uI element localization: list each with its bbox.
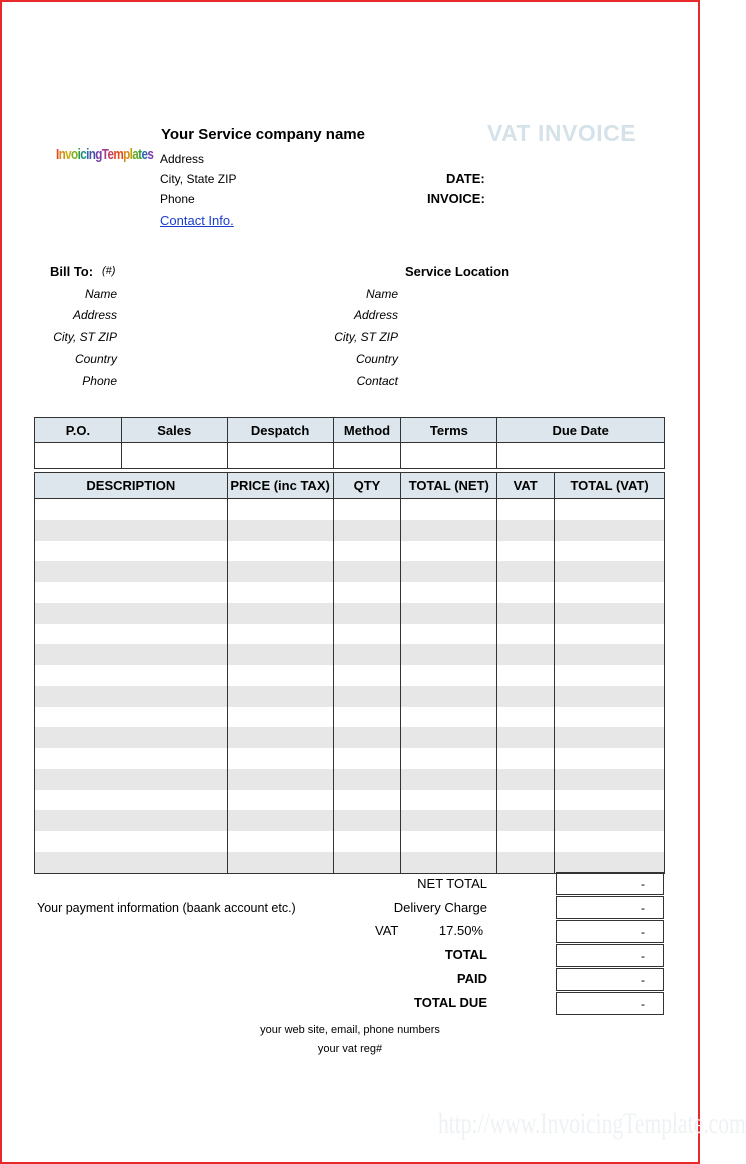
item-cell[interactable]: [401, 769, 497, 790]
item-cell[interactable]: [555, 541, 665, 562]
total-net-header: TOTAL (NET): [401, 473, 497, 499]
table-row: [35, 624, 665, 645]
logo-letter: a: [132, 146, 139, 163]
table-row: [35, 686, 665, 707]
bill-to-name: Name: [84, 287, 117, 301]
logo-letter: n: [88, 146, 96, 163]
bill-to-address: Address: [72, 308, 117, 322]
company-name: Your Service company name: [161, 126, 365, 143]
bill-to-title: Bill To:: [50, 264, 94, 279]
table-row: [35, 769, 665, 790]
table-row: [35, 541, 665, 562]
total-vat-header: TOTAL (VAT): [555, 473, 665, 499]
logo-letter: e: [107, 146, 114, 163]
item-cell[interactable]: [35, 790, 228, 811]
item-cell[interactable]: [35, 561, 228, 582]
item-cell[interactable]: [401, 852, 497, 873]
item-cell[interactable]: [227, 541, 333, 562]
item-cell[interactable]: [401, 665, 497, 686]
company-address: Address: [160, 152, 205, 166]
item-cell[interactable]: [497, 852, 555, 873]
item-cell[interactable]: [555, 727, 665, 748]
item-cell[interactable]: [35, 541, 228, 562]
service-city: City, ST ZIP: [334, 330, 398, 344]
item-cell[interactable]: [35, 520, 228, 541]
net-total-label: NET TOTAL: [417, 876, 487, 891]
item-cell[interactable]: [333, 831, 401, 852]
item-cell[interactable]: [497, 520, 555, 541]
item-cell[interactable]: [333, 665, 401, 686]
due-date-header: Due Date: [497, 418, 665, 443]
service-country: Country: [355, 352, 398, 366]
footer-vat-reg: your vat reg#: [317, 1043, 383, 1055]
item-cell[interactable]: [35, 665, 228, 686]
logo-letter: c: [80, 146, 87, 163]
item-cell[interactable]: [555, 810, 665, 831]
total-due-label: TOTAL DUE: [414, 995, 487, 1010]
item-cell[interactable]: [35, 624, 228, 645]
item-cell[interactable]: [333, 624, 401, 645]
logo-letter: l: [129, 146, 133, 163]
item-cell[interactable]: [497, 582, 555, 603]
footer-contact: your web site, email, phone numbers: [260, 1024, 440, 1036]
description-header: DESCRIPTION: [35, 473, 228, 499]
logo-letter: e: [141, 146, 148, 163]
method-header: Method: [333, 418, 401, 443]
item-cell[interactable]: [497, 810, 555, 831]
logo-letter: o: [71, 146, 78, 163]
item-cell[interactable]: [401, 686, 497, 707]
table-row: [35, 748, 665, 769]
service-location-title: Service Location: [405, 264, 510, 279]
item-cell[interactable]: [35, 831, 228, 852]
item-cell[interactable]: [555, 644, 665, 665]
item-cell[interactable]: [497, 769, 555, 790]
item-cell[interactable]: [333, 561, 401, 582]
item-cell[interactable]: [555, 769, 665, 790]
item-cell[interactable]: [227, 665, 333, 686]
vat-rate: 17.50%: [438, 923, 483, 938]
company-logo: [56, 146, 153, 163]
item-cell[interactable]: [227, 603, 333, 624]
item-cell[interactable]: [497, 561, 555, 582]
sales-header: Sales: [121, 418, 227, 443]
item-cell[interactable]: [35, 499, 228, 520]
item-cell[interactable]: [333, 582, 401, 603]
table-row: [35, 499, 665, 520]
vat-header: VAT: [497, 473, 555, 499]
item-cell[interactable]: [35, 852, 228, 873]
watermark: http://www.InvoicingTemplate.com: [438, 1107, 746, 1140]
total-label: TOTAL: [444, 947, 487, 962]
item-cell[interactable]: [497, 748, 555, 769]
item-cell[interactable]: [401, 831, 497, 852]
item-cell[interactable]: [555, 748, 665, 769]
item-cell[interactable]: [227, 582, 333, 603]
item-cell[interactable]: [227, 790, 333, 811]
item-cell[interactable]: [401, 644, 497, 665]
item-cell[interactable]: [333, 748, 401, 769]
item-cell[interactable]: [227, 707, 333, 728]
item-cell[interactable]: [555, 707, 665, 728]
item-cell[interactable]: [227, 624, 333, 645]
item-cell[interactable]: [333, 727, 401, 748]
bill-to-hash: (#): [102, 265, 116, 277]
item-cell[interactable]: [333, 790, 401, 811]
item-cell[interactable]: [555, 790, 665, 811]
item-cell[interactable]: [497, 624, 555, 645]
item-cell[interactable]: [497, 665, 555, 686]
item-cell[interactable]: [227, 831, 333, 852]
item-cell[interactable]: [401, 810, 497, 831]
due-date-cell[interactable]: [497, 443, 665, 469]
table-row: [35, 810, 665, 831]
item-cell[interactable]: [401, 603, 497, 624]
item-cell[interactable]: [35, 810, 228, 831]
logo-letter: T: [101, 146, 108, 163]
item-cell[interactable]: [227, 644, 333, 665]
paid-value[interactable]: -: [556, 968, 664, 991]
item-cell[interactable]: [555, 603, 665, 624]
item-cell[interactable]: [35, 748, 228, 769]
item-cell[interactable]: [497, 541, 555, 562]
price-header: PRICE (inc TAX): [227, 473, 333, 499]
logo-letter: v: [65, 146, 72, 163]
item-cell[interactable]: [227, 852, 333, 873]
item-cell[interactable]: [401, 790, 497, 811]
table-row: [35, 644, 665, 665]
vat-label: VAT: [375, 923, 399, 938]
item-cell[interactable]: [35, 707, 228, 728]
qty-header: QTY: [333, 473, 401, 499]
table-row: [35, 790, 665, 811]
table-row: [35, 561, 665, 582]
total-value[interactable]: -: [556, 944, 664, 967]
net-total-value[interactable]: -: [556, 872, 664, 895]
logo-letter: i: [77, 146, 81, 163]
paid-label: PAID: [456, 971, 487, 986]
table-row: [35, 520, 665, 541]
table-row: [35, 831, 665, 852]
item-cell[interactable]: [333, 499, 401, 520]
item-cell[interactable]: [497, 727, 555, 748]
contact-info-link[interactable]: Contact Info.: [160, 213, 234, 228]
table-row: [35, 665, 665, 686]
item-cell[interactable]: [35, 686, 228, 707]
item-cell[interactable]: [401, 727, 497, 748]
table-row: [35, 603, 665, 624]
delivery-charge-value[interactable]: -: [556, 896, 664, 919]
order-info-table: [34, 417, 665, 469]
logo-letter: m: [113, 146, 124, 163]
item-cell[interactable]: [227, 727, 333, 748]
item-cell[interactable]: [497, 644, 555, 665]
item-cell[interactable]: [333, 520, 401, 541]
despatch-cell[interactable]: [227, 443, 333, 469]
service-name: Name: [365, 287, 398, 301]
item-cell[interactable]: [555, 520, 665, 541]
item-cell[interactable]: [227, 686, 333, 707]
item-cell[interactable]: [401, 582, 497, 603]
item-cell[interactable]: [333, 644, 401, 665]
item-cell[interactable]: [555, 624, 665, 645]
item-cell[interactable]: [35, 727, 228, 748]
item-cell[interactable]: [555, 499, 665, 520]
item-cell[interactable]: [497, 707, 555, 728]
item-cell[interactable]: [333, 541, 401, 562]
item-cell[interactable]: [401, 624, 497, 645]
item-cell[interactable]: [227, 810, 333, 831]
logo-letter: t: [138, 146, 142, 163]
item-cell[interactable]: [497, 686, 555, 707]
item-cell[interactable]: [333, 707, 401, 728]
item-cell[interactable]: [401, 520, 497, 541]
item-cell[interactable]: [555, 665, 665, 686]
item-cell[interactable]: [555, 561, 665, 582]
item-cell[interactable]: [401, 541, 497, 562]
despatch-header: Despatch: [227, 418, 333, 443]
item-cell[interactable]: [333, 852, 401, 873]
item-cell[interactable]: [333, 686, 401, 707]
service-contact: Contact: [356, 374, 398, 388]
payment-info: Your payment information (baank account etc.): [37, 901, 296, 915]
document-title: VAT INVOICE: [487, 120, 637, 146]
item-cell[interactable]: [227, 561, 333, 582]
item-cell[interactable]: [497, 831, 555, 852]
item-cell[interactable]: [555, 686, 665, 707]
item-cell[interactable]: [555, 582, 665, 603]
service-address: Address: [353, 308, 398, 322]
table-row: [35, 727, 665, 748]
item-cell[interactable]: [401, 707, 497, 728]
bill-to-phone: Phone: [82, 374, 117, 388]
po-cell[interactable]: [35, 443, 122, 469]
bill-to-city: City, ST ZIP: [53, 330, 117, 344]
item-cell[interactable]: [227, 748, 333, 769]
vat-value[interactable]: -: [556, 920, 664, 943]
item-cell[interactable]: [401, 748, 497, 769]
item-cell[interactable]: [333, 603, 401, 624]
logo-letter: I: [56, 146, 59, 163]
sales-cell[interactable]: [121, 443, 227, 469]
table-row: [35, 852, 665, 873]
item-cell[interactable]: [35, 603, 228, 624]
invoice-label: INVOICE:: [427, 191, 485, 206]
items-table: [34, 472, 665, 874]
item-cell[interactable]: [401, 561, 497, 582]
date-label: DATE:: [446, 171, 485, 186]
delivery-charge-label: Delivery Charge: [393, 900, 487, 915]
item-cell[interactable]: [497, 499, 555, 520]
table-row: [35, 707, 665, 728]
logo-letter: s: [147, 146, 154, 163]
method-cell[interactable]: [333, 443, 401, 469]
table-row: [35, 582, 665, 603]
terms-header: Terms: [401, 418, 497, 443]
total-due-value[interactable]: -: [556, 992, 664, 1015]
item-cell[interactable]: [35, 644, 228, 665]
terms-cell[interactable]: [401, 443, 497, 469]
item-cell[interactable]: [35, 769, 228, 790]
item-cell[interactable]: [35, 582, 228, 603]
item-cell[interactable]: [333, 769, 401, 790]
logo-letter: p: [123, 146, 130, 163]
bill-to-country: Country: [74, 352, 117, 366]
item-cell[interactable]: [227, 520, 333, 541]
logo-letter: n: [58, 146, 66, 163]
item-cell[interactable]: [401, 499, 497, 520]
item-cell[interactable]: [555, 831, 665, 852]
item-cell[interactable]: [227, 769, 333, 790]
item-cell[interactable]: [497, 603, 555, 624]
logo-letter: i: [86, 146, 89, 163]
company-phone: Phone: [160, 192, 195, 206]
item-cell[interactable]: [227, 499, 333, 520]
logo-letter: g: [95, 146, 102, 163]
po-header: P.O.: [35, 418, 122, 443]
item-cell[interactable]: [333, 810, 401, 831]
company-city: City, State ZIP: [160, 172, 237, 186]
item-cell[interactable]: [497, 790, 555, 811]
item-cell[interactable]: [555, 852, 665, 873]
